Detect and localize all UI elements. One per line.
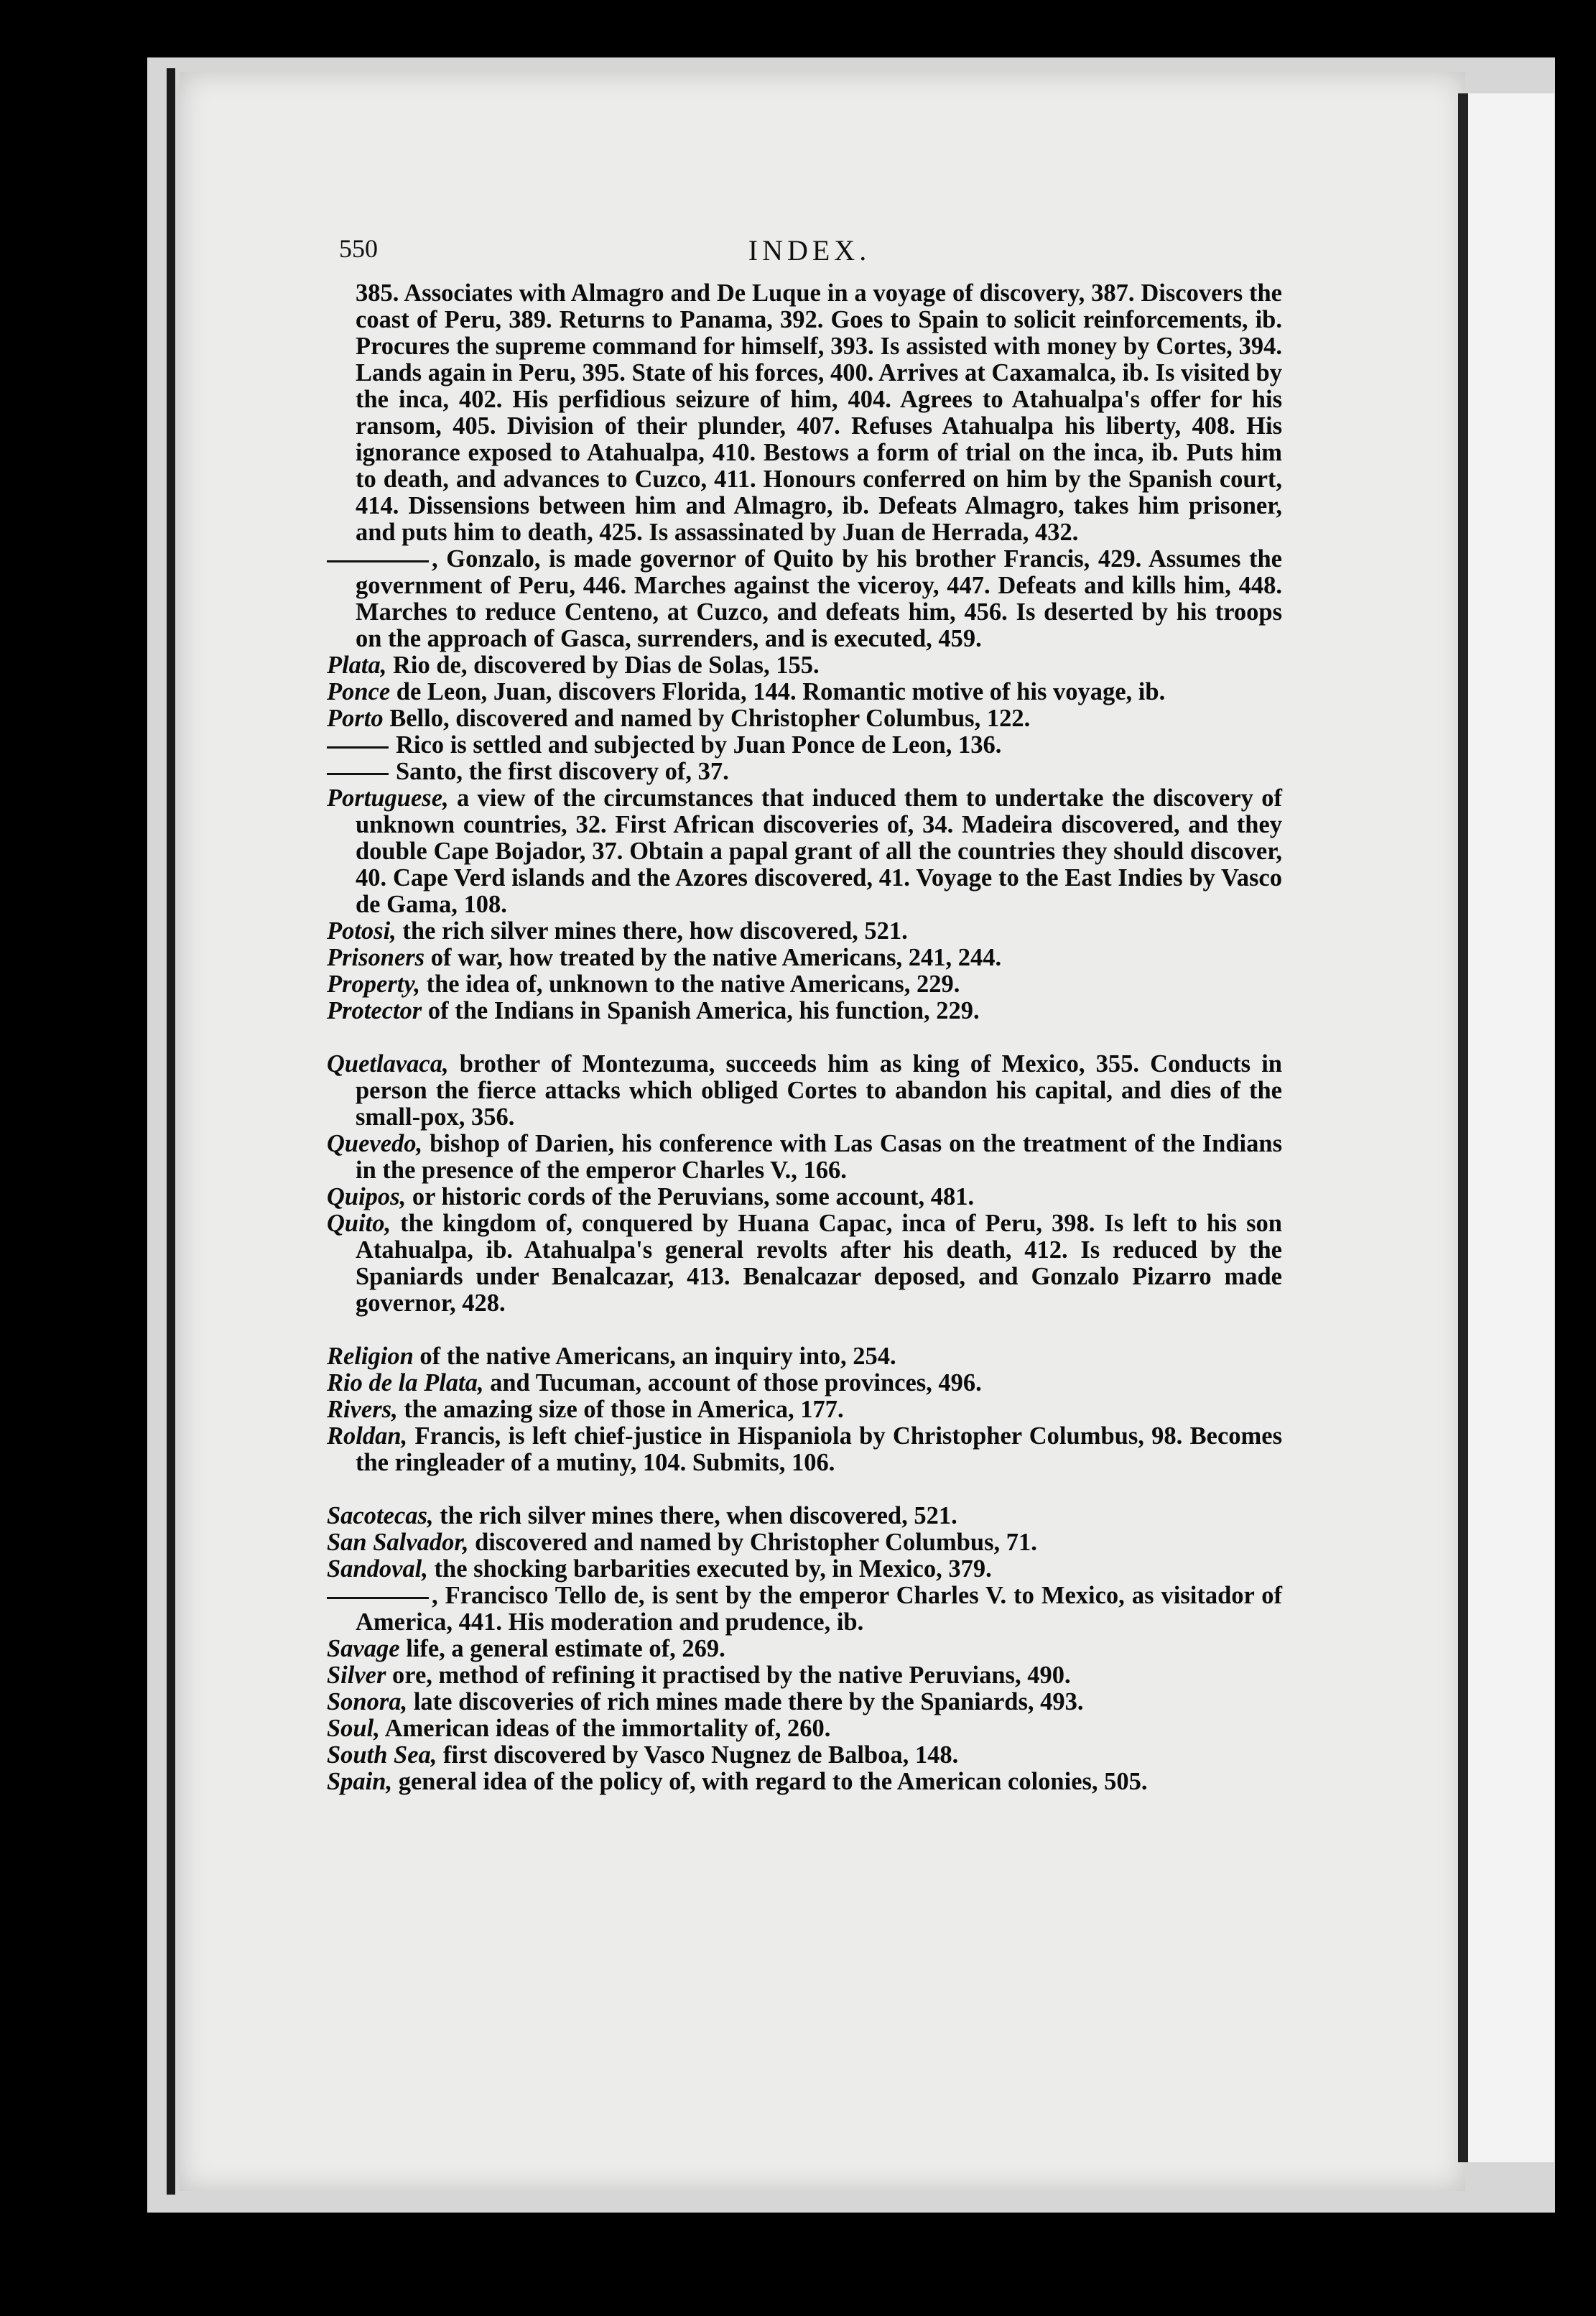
entry-text: first discovered by Vasco Nugnez de Balboa, 148. xyxy=(437,1741,959,1769)
entry-headword: Sacotecas, xyxy=(327,1502,434,1529)
entry-text: Bello, discovered and named by Christopher Columbus, 122. xyxy=(383,705,1031,732)
page-fold-shadow xyxy=(1458,93,1468,2162)
entry-text: , Gonzalo, is made governor of Quito by his brother Francis, 429. Assumes the government of Peru, 446. Marches against the viceroy, 447. Defeats and kills him, 448. Marches to reduce Centeno, at Cuzco, and defeats him, 456. Is deserted by his troops on the approach of Gasca, surrenders, and is executed, 459. xyxy=(356,545,1282,652)
entry-text: the rich silver mines there, when discovered, 521. xyxy=(433,1502,957,1529)
continued-entry: 385. Associates with Almagro and De Luque in a voyage of discovery, 387. Discovers the coast of Peru, 389. Returns to Panama, 392. Goes to Spain to solicit reinforcements, ib. Procures the supreme command for himself, 393. Is assisted with money by Cortes, 394. Lands again in Peru, 395. State of his forces, 400. Arrives at Caxamalca, ib. Is visited by the inca, 402. His perfidious seizure of him, 404. Agrees to Atahualpa's offer for his ransom, 405. Division of their plunder, 407. Refuses Atahualpa his liberty, 408. His ignorance exposed to Atahualpa, 410. Bestows a form of trial on the inca, ib. Puts him to death, and advances to Cuzco, 411. Honours conferred on him by the Spanish court, 414. Dissensions between him and Almagro, ib. Defeats Almagro, takes him prisoner, and puts him to death, 425. Is assassinated by Juan de Herrada, 432. xyxy=(356,279,1282,546)
entry-text: and Tucuman, account of those provinces, 496. xyxy=(483,1369,982,1396)
entry-headword: Quito, xyxy=(327,1210,391,1237)
index-entry xyxy=(327,705,1282,732)
entry-text: a view of the circumstances that induced them to undertake the discovery of unknown countries, 32. First African discoveries of, 34. Madeira discovered, and they double Cape Bojador, 37. Obtain a papal grant of all the countries they should discover, 40. Cape Verd islands and the Azores discovered, 41. Voyage to the East Indies by Vasco de Gama, 108. xyxy=(356,784,1282,918)
ditto-dash xyxy=(327,773,389,775)
index-entry xyxy=(327,1529,1282,1556)
entry-text: the shocking barbarities executed by, in Mexico, 379. xyxy=(427,1555,992,1583)
entry-headword: Protector xyxy=(327,997,422,1024)
entry-text: the idea of, unknown to the native Americans, 229. xyxy=(419,971,960,998)
page-number: 550 xyxy=(339,234,378,263)
index-entry xyxy=(327,1370,1282,1396)
entry-text: the rich silver mines there, how discovered, 521. xyxy=(396,917,908,945)
index-entry xyxy=(327,945,1282,971)
entry-text: of the native Americans, an inquiry into, 254. xyxy=(413,1343,896,1370)
entry-headword: Roldan, xyxy=(327,1422,408,1450)
index-entry xyxy=(327,785,1282,918)
adjacent-page-strip xyxy=(1468,93,1554,2162)
entry-headword: Quetlavaca, xyxy=(327,1050,449,1078)
entry-text: discovered and named by Christopher Columbus, 71. xyxy=(468,1529,1037,1556)
entry-text: Rio de, discovered by Dias de Solas, 155. xyxy=(386,652,820,679)
index-entry xyxy=(327,1051,1282,1131)
index-entry xyxy=(327,1715,1282,1742)
entry-text: de Leon, Juan, discovers Florida, 144. Romantic motive of his voyage, ib. xyxy=(390,678,1166,705)
index-entry xyxy=(327,759,1282,785)
entry-headword: Ponce xyxy=(327,678,391,705)
entry-headword: Religion xyxy=(327,1343,414,1370)
index-entry xyxy=(327,1503,1282,1529)
entry-headword: Rio de la Plata, xyxy=(327,1369,484,1396)
entry-headword: Porto xyxy=(327,705,384,732)
index-entry xyxy=(327,732,1282,759)
index-entry xyxy=(327,1131,1282,1184)
entry-headword: Sonora, xyxy=(327,1688,408,1715)
entry-headword: Potosi, xyxy=(327,917,396,945)
index-entry xyxy=(327,679,1282,705)
entry-text: the kingdom of, conquered by Huana Capac, inca of Peru, 398. Is left to his son Atahualpa, ib. Atahualpa's general revolts after his death, 412. Is reduced by the Spaniards under Benalcazar, 413. Benalcazar deposed, and Gonzalo Pizarro made governor, 428. xyxy=(356,1210,1282,1317)
entry-headword: Prisoners xyxy=(327,944,425,971)
entry-text: , Francisco Tello de, is sent by the emperor Charles V. to Mexico, as visitador of America, 441. His moderation and prudence, ib. xyxy=(356,1582,1282,1636)
entry-text: general idea of the policy of, with regard to the American colonies, 505. xyxy=(392,1768,1148,1795)
index-entry xyxy=(327,1689,1282,1715)
entry-headword: Sandoval, xyxy=(327,1555,428,1583)
entry-headword: Silver xyxy=(327,1662,386,1689)
entry-text: of war, how treated by the native Americans, 241, 244. xyxy=(424,944,1002,971)
ditto-dash xyxy=(327,1597,429,1599)
entry-text: late discoveries of rich mines made there by the Spaniards, 493. xyxy=(407,1688,1084,1715)
entry-text: bishop of Darien, his conference with Las Casas on the treatment of the Indians in the presence of the emperor Charles V., 166. xyxy=(356,1130,1282,1184)
index-entry xyxy=(327,652,1282,679)
ditto-dash xyxy=(327,746,389,749)
page-left-edge xyxy=(167,68,175,2195)
index-body xyxy=(327,280,1282,1795)
index-entry-list xyxy=(327,546,1282,1795)
index-entry xyxy=(327,1742,1282,1769)
section-gap xyxy=(327,1024,1282,1051)
entry-headword: Rivers, xyxy=(327,1396,398,1423)
entry-headword: Portuguese, xyxy=(327,784,449,812)
running-head xyxy=(339,233,1280,277)
index-entry xyxy=(327,546,1282,652)
entry-text: Francis, is left chief-justice in Hispaniola by Christopher Columbus, 98. Becomes the ringleader of a mutiny, 104. Submits, 106. xyxy=(356,1422,1282,1476)
index-entry xyxy=(327,1769,1282,1795)
index-entry xyxy=(327,998,1282,1024)
entry-headword: Quevedo, xyxy=(327,1130,423,1157)
entry-text: the amazing size of those in America, 177. xyxy=(397,1396,844,1423)
index-entry xyxy=(327,1184,1282,1210)
entry-text: Rico is settled and subjected by Juan Ponce de Leon, 136. xyxy=(396,731,1002,759)
index-entry xyxy=(327,918,1282,945)
entry-headword: Savage xyxy=(327,1635,400,1662)
index-entry xyxy=(327,1396,1282,1423)
index-entry xyxy=(327,1662,1282,1689)
entry-text: brother of Montezuma, succeeds him as king of Mexico, 355. Conducts in person the fierce attacks which obliged Cortes to abandon his capital, and dies of the small-pox, 356. xyxy=(356,1050,1282,1131)
index-entry xyxy=(327,1556,1282,1583)
index-entry xyxy=(327,1343,1282,1370)
ditto-dash xyxy=(327,560,429,562)
index-entry xyxy=(327,1423,1282,1476)
index-entry xyxy=(327,1583,1282,1636)
entry-headword: Quipos, xyxy=(327,1183,407,1210)
entry-text: American ideas of the immortality of, 260. xyxy=(379,1715,831,1742)
entry-text: of the Indians in Spanish America, his function, 229. xyxy=(422,997,980,1024)
section-gap xyxy=(327,1476,1282,1503)
entry-headword: Spain, xyxy=(327,1768,393,1795)
entry-text: Santo, the first discovery of, 37. xyxy=(396,758,729,785)
entry-headword: Soul, xyxy=(327,1715,380,1742)
index-entry xyxy=(327,1636,1282,1662)
entry-headword: Property, xyxy=(327,971,420,998)
entry-text: or historic cords of the Peruvians, some account, 481. xyxy=(406,1183,975,1210)
page-title: INDEX. xyxy=(748,234,871,267)
index-entry xyxy=(327,971,1282,998)
entry-headword: Plata, xyxy=(327,652,387,679)
entry-text: life, a general estimate of, 269. xyxy=(399,1635,725,1662)
entry-headword: South Sea, xyxy=(327,1741,437,1769)
section-gap xyxy=(327,1317,1282,1343)
entry-text: ore, method of refining it practised by the native Peruvians, 490. xyxy=(386,1662,1071,1689)
index-entry xyxy=(327,1210,1282,1317)
entry-headword: San Salvador, xyxy=(327,1529,469,1556)
